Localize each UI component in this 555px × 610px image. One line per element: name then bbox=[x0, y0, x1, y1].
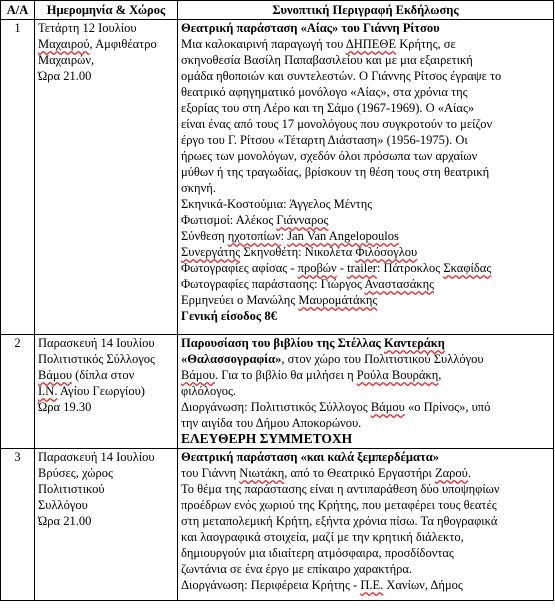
date-line: Παρασκευή 14 Ιουλίου bbox=[38, 336, 155, 350]
description-cell bbox=[178, 20, 554, 335]
table-row bbox=[1, 335, 554, 449]
description-cell bbox=[178, 335, 554, 449]
venue-line: Βάμου (δίπλα στον bbox=[38, 368, 135, 382]
description-line: σκηνοθεσία Βασίλη Παπαβασιλείου και με μια εξαιρετική bbox=[181, 53, 473, 67]
time-line: Ώρα 19.30 bbox=[38, 400, 92, 414]
date-venue-cell bbox=[35, 449, 178, 601]
date-venue-cell bbox=[35, 335, 178, 449]
description-line: «Θαλασσογραφία», στον χώρο του Πολιτιστικού Συλλόγου bbox=[181, 352, 484, 366]
description-line: θεατρικό αφηγηματικό μονόλογο «Αίας», στα χρόνια της bbox=[181, 85, 468, 99]
description-line: του Γιάννη Νιωτάκη, από το Θεατρικό Εργαστήρι Ζαρού. bbox=[181, 466, 471, 480]
credit-line: Ερμηνεύει ο Μανώλης Μαυρομάτάκης bbox=[181, 293, 378, 307]
credit-line: Σκηνικά-Κοστούμια: Άγγελος Μέντης bbox=[181, 197, 373, 211]
credit-line: Φωτογραφίες αφίσας - προβών - trailer: Πάτροκλος Σκαφίδας bbox=[181, 261, 492, 275]
venue-line-underlined: Μαχαιρού bbox=[38, 37, 90, 51]
venue-line: Βρύσες, χώρος bbox=[38, 466, 113, 480]
description-line: είναι ένας από τους 17 μονολόγους που συγκροτούν το μείζον bbox=[181, 117, 493, 131]
venue-line: Πολιτιστικού bbox=[38, 482, 105, 496]
event-title: Παρουσίαση του βιβλίου της Στέλλας Καντεράκη bbox=[181, 336, 445, 350]
credit-line: Φωτισμοί: Αλέκος Γιάνναρος bbox=[181, 213, 329, 227]
description-line: ήρωες των μονολόγων, σχεδόν όλοι πρόσωπα των αρχαίων bbox=[181, 149, 478, 163]
venue-line: Συλλόγου bbox=[38, 498, 88, 512]
event-title: Θεατρική παράσταση «και καλά ξεμπερδέματα» bbox=[181, 450, 439, 464]
table-row bbox=[1, 20, 554, 335]
description-line: μύθων ή της τραγωδίας, βρίσκουν τη θέση τους στη θεατρική bbox=[181, 165, 490, 179]
table-row bbox=[1, 449, 554, 601]
description-line: Το θέμα της παράστασης είναι η αντιπαράθεση δύο υποψηφίων bbox=[181, 482, 500, 496]
row-number: 1 bbox=[1, 20, 35, 335]
venue-line: Μαχαιρών, bbox=[38, 53, 95, 67]
header-num: Α/Α bbox=[1, 1, 35, 20]
row-number: 3 bbox=[1, 449, 35, 601]
description-line: εξορίας του στη Λέρο και τη Σάμο (1967-1969). Ο «Αίας» bbox=[181, 101, 475, 115]
venue-line: Μαχαιρού, Αμφιθέατρο bbox=[38, 37, 157, 51]
description-line: την αιγίδα του Δήμου Αποκορώνου. bbox=[181, 416, 362, 430]
description-line: Μια καλοκαιρινή παραγωγή του ΔΗΠΕΘΕ Κρήτης, σε bbox=[181, 37, 456, 51]
description-cell bbox=[178, 449, 554, 601]
description-line: ομάδα ηθοποιών και συντελεστών. Ο Γιάννης Ρίτσος έγραψε το bbox=[181, 69, 502, 83]
description-line: Διοργάνωση: Πολιτιστικός Σύλλογος Βάμου «ο Πρίνος», υπό bbox=[181, 400, 491, 414]
venue-line: Πολιτιστικός Σύλλογος bbox=[38, 352, 155, 366]
description-line: Βάμου. Για το βιβλίο θα μιλήσει η Ρούλα Βουράκη, bbox=[181, 368, 442, 382]
date-line: Παρασκευή 14 Ιουλίου bbox=[38, 450, 155, 464]
description-line: έργο του Γ. Ρίτσου «Τέταρτη Διάσταση» (1956-1975). Οι bbox=[181, 133, 468, 147]
description-line: και λαογραφικά στοιχεία, μαζί με την κρητική διάλεκτο, bbox=[181, 530, 464, 544]
description-line: Διοργάνωση: Περιφέρεια Κρήτης - Π.Ε. Χανίων, Δήμος bbox=[181, 578, 463, 592]
credit-line: Φωτογραφίες παράστασης: Γιώργος Αναστασάκης bbox=[181, 277, 435, 291]
header-date-venue: Ημερομηνία & Χώρος bbox=[35, 1, 178, 20]
description-line: στη μεταπολεμική Κρήτη, εξήντα χρόνια πίσω. Τα ηθογραφικά bbox=[181, 514, 498, 528]
description-line: ζωντάνια σε ένα έργο με επίκαιρο χαρακτήρα. bbox=[181, 562, 413, 576]
description-line: σκηνή. bbox=[181, 181, 216, 195]
date-venue-cell bbox=[35, 20, 178, 335]
credit-line: Σύνθεση ηχοτοπίων: Jan Van Angelopoulos bbox=[181, 229, 399, 243]
description-line: προέδρων ενός χωριού της Κρήτης, που μεταφέρει τους θεατές bbox=[181, 498, 497, 512]
description-line: δημιουργούν μια ιδιαίτερη ατμόσφαιρα, προσδίδοντας bbox=[181, 546, 454, 560]
venue-line: Ι.Ν. Αγίου Γεωργίου) bbox=[38, 384, 145, 398]
row-number: 2 bbox=[1, 335, 35, 449]
date-line: Τετάρτη 12 Ιουλίου bbox=[38, 21, 137, 35]
credit-line: Συνεργάτης Σκηνοθέτη: Νικολέτα Φιλόσογλου bbox=[181, 245, 418, 259]
time-line: Ώρα 21.00 bbox=[38, 514, 92, 528]
header-row bbox=[1, 1, 554, 20]
header-description: Συνοπτική Περιγραφή Εκδήλωσης bbox=[178, 1, 554, 20]
event-title: Θεατρική παράσταση «Αίας» του Γιάννη Ρίτσου bbox=[181, 21, 440, 35]
entry-fee: ΕΛΕΥΘΕΡΗ ΣΥΜΜΕΤΟΧΗ bbox=[181, 431, 353, 446]
description-line: φιλόλογος. bbox=[181, 384, 237, 398]
entry-fee: Γενική είσοδος 8€ bbox=[181, 309, 277, 323]
time-line: Ώρα 21.00 bbox=[38, 69, 92, 83]
